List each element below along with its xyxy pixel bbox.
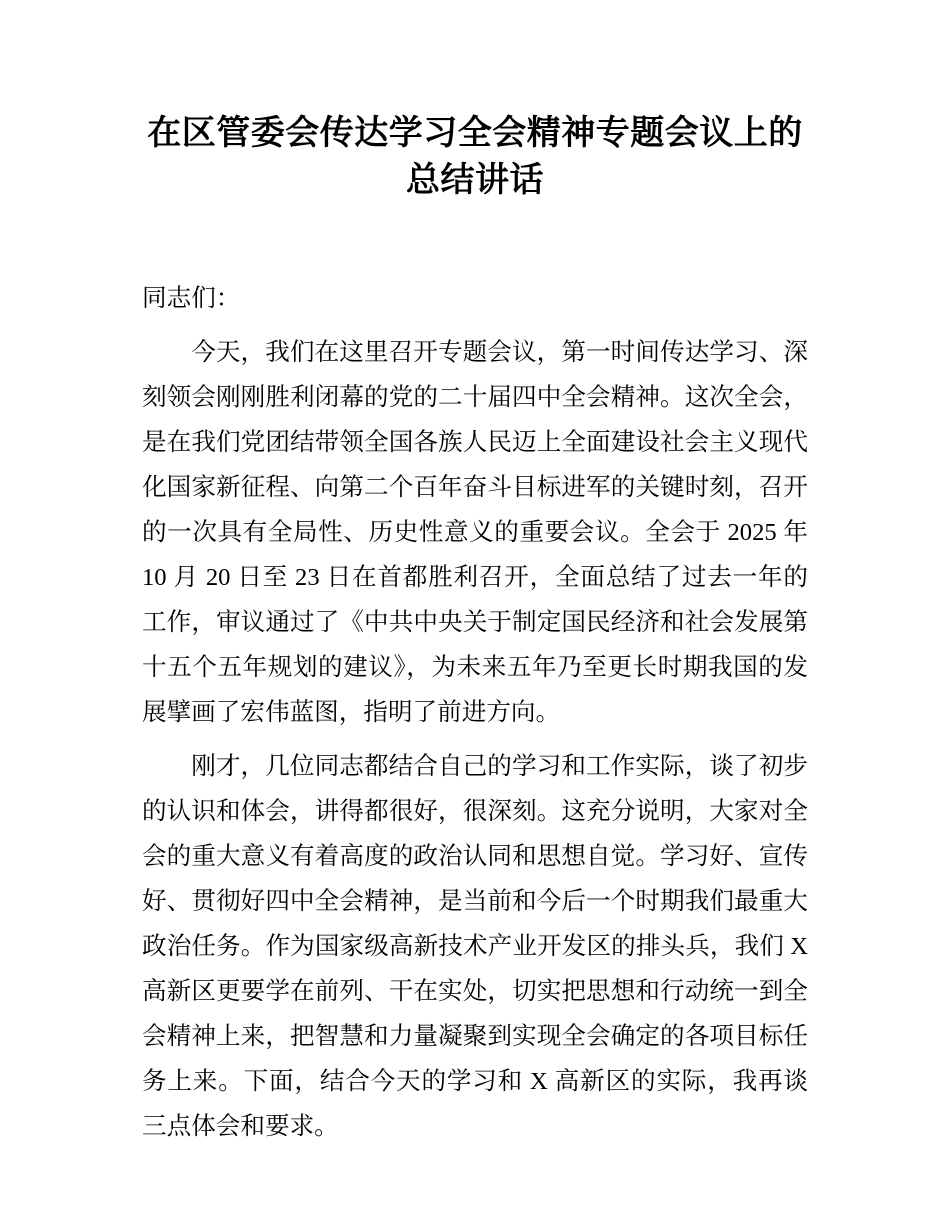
document-body [142, 276, 808, 1149]
page-title [120, 110, 830, 204]
body-paragraph: 今天，我们在这里召开专题会议，第一时间传达学习、深刻领会刚刚胜利闭幕的党的二十届四中全会精神。这次全会，是在我们党团结带领全国各族人民迈上全面建设社会主义现代化国家新征程、向第二个百年奋斗目标进军的关键时刻，召开的一次具有全局性、历史性意义的重要会议。全会于 2025 年 10 月 20 日至 23 日在首都胜利召开，全面总结了过去一年的工作，审议通过了《中共中央关于制定国民经济和社会发展第十五个五年规划的建议》，为未来五年乃至更长时期我国的发展擘画了宏伟蓝图，指明了前进方向。 [142, 339, 808, 726]
page-title-line-2: 总结讲话 [406, 162, 544, 199]
body-paragraph: 刚才，几位同志都结合自己的学习和工作实际，谈了初步的认识和体会，讲得都很好，很深刻。这充分说明，大家对全会的重大意义有着高度的政治认同和思想自觉。学习好、宣传好、贯彻好四中全会精神，是当前和今后一个时期我们最重大政治任务。作为国家级高新技术产业开发区的排头兵，我们 X 高新区更要学在前列、干在实处，切实把思想和行动统一到全会精神上来，把智慧和力量凝聚到实现全会确定的各项目标任务上来。下面，结合今天的学习和 X 高新区的实际，我再谈三点体会和要求。 [142, 753, 808, 1140]
salutation: 同志们： [142, 285, 241, 312]
page-title-line-1: 在区管委会传达学习全会精神专题会议上的 [147, 115, 803, 152]
